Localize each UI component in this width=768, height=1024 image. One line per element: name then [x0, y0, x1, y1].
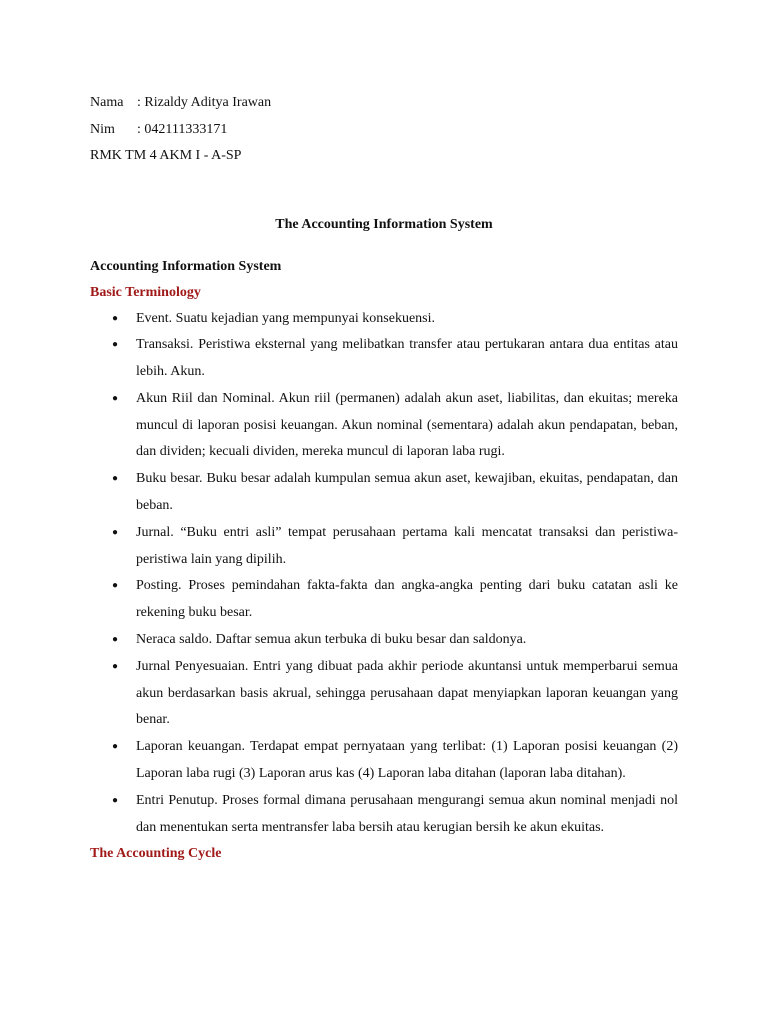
section-heading-basic-terminology: Basic Terminology — [90, 284, 201, 300]
term-text: Entri Penutup. Proses formal dimana perusahaan mengurangi semua akun nominal menjadi nol dan menentukan serta mentransfer laba bersih atau kerugian bersih ke akun ekuitas. — [136, 792, 678, 835]
bullet-icon: ● — [112, 660, 119, 672]
bullet-icon: ● — [112, 741, 119, 753]
list-item — [90, 332, 678, 386]
list-item — [90, 788, 678, 842]
document-title: The Accounting Information System — [275, 216, 493, 232]
student-name: : Rizaldy Aditya Irawan — [137, 95, 272, 110]
student-name-line — [90, 90, 678, 117]
term-text: Jurnal Penyesuaian. Entri yang dibuat pada akhir periode akuntansi untuk memperbarui semua akun berdasarkan basis akrual, sehingga perusahaan dapat menyiapkan laporan keuangan yang benar. — [136, 658, 678, 728]
term-text: Buku besar. Buku besar adalah kumpulan semua akun aset, kewajiban, ekuitas, pendapatan, dan beban. — [136, 471, 678, 514]
name-label: Nama — [90, 95, 124, 110]
list-item — [90, 306, 678, 333]
list-item — [90, 627, 678, 654]
bullet-icon: ● — [112, 312, 119, 324]
term-text: Neraca saldo. Daftar semua akun terbuka di buku besar dan saldonya. — [136, 632, 527, 648]
nim-label: Nim — [90, 121, 115, 137]
term-text: Akun Riil dan Nominal. Akun riil (permanen) adalah akun aset, liabilitas, dan ekuitas; mereka muncul di laporan posisi keuangan. Akun nominal (sementara) adalah akun pendapatan, beban, dan dividen; kecuali dividen, mereka muncul di laporan laba rugi. — [136, 390, 678, 460]
term-text: Transaksi. Peristiwa eksternal yang melibatkan transfer atau pertukaran antara dua entitas atau lebih. Akun. — [136, 337, 678, 380]
bullet-icon: ● — [112, 794, 119, 806]
student-id-line — [90, 117, 678, 144]
bullet-icon: ● — [112, 392, 119, 404]
list-item — [90, 520, 678, 574]
section-heading-ais: Accounting Information System — [90, 258, 282, 274]
term-text: Event. Suatu kejadian yang mempunyai konsekuensi. — [136, 310, 435, 326]
list-item — [90, 734, 678, 788]
course-line: RMK TM 4 AKM I - A-SP — [90, 148, 242, 163]
bullet-icon: ● — [112, 473, 119, 485]
list-item — [90, 386, 678, 466]
list-item — [90, 654, 678, 734]
student-id: : 042111333171 — [137, 121, 228, 137]
list-item — [90, 573, 678, 627]
bullet-icon: ● — [112, 634, 119, 646]
term-text: Jurnal. “Buku entri asli” tempat perusahaan pertama kali mencatat transaksi dan peristiwa-peristiwa lain yang dipilih. — [136, 524, 678, 567]
section-heading-accounting-cycle: The Accounting Cycle — [90, 846, 222, 862]
bullet-icon: ● — [112, 526, 119, 538]
bullet-icon: ● — [112, 580, 119, 592]
terminology-list — [90, 306, 678, 842]
term-text: Laporan keuangan. Terdapat empat pernyataan yang terlibat: (1) Laporan posisi keuangan (2) Laporan laba rugi (3) Laporan arus kas (4) Laporan laba ditahan (laporan laba ditahan). — [136, 739, 678, 782]
term-text: Posting. Proses pemindahan fakta-fakta dan angka-angka penting dari buku catatan asli ke rekening buku besar. — [136, 578, 678, 621]
bullet-icon: ● — [112, 339, 119, 351]
list-item — [90, 466, 678, 520]
